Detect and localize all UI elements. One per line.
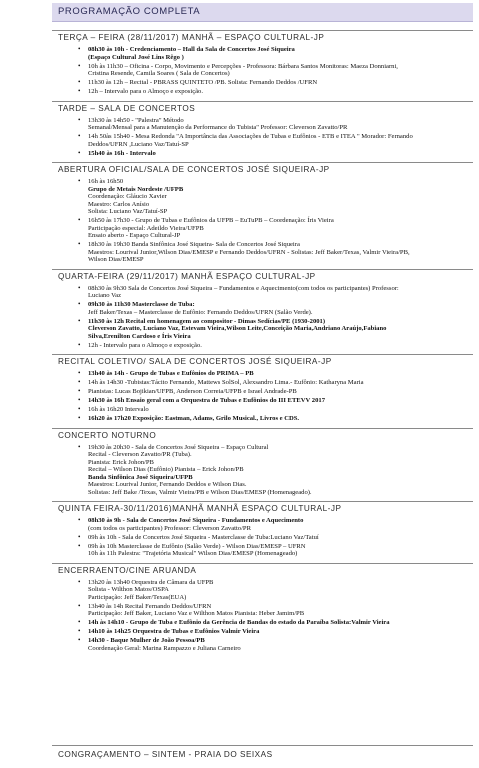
title-bar xyxy=(52,3,473,22)
section-heading: QUARTA-FEIRA (29/11/2017) MANHÃ ESPAÇO CULTURAL-JP xyxy=(52,269,473,283)
section-terca-manha xyxy=(52,30,473,96)
list-item: • 12h – Intervalo para o Almoço e exposição. xyxy=(52,88,473,96)
section-tarde xyxy=(52,101,473,158)
list-item: • 19h30 às 20h30 - Sala de Concertos José Siqueira – Espaço Cultural Recital - Cleverson Zavatto/PR (Tuba). Pianista: Erick Johon/PB Recital – Wilson Dias (Eufônio) Pianista – Erick Johon/PB Banda Sinfônica José Siqueira/UFPB Maestros: Lourival Junior, Fernando Deddos e Wilson Dias. Solistas: Jeff Bake /Texas, Valmir Vieira/PB e Wilson Dias/EMESP (Homenageado). xyxy=(52,444,473,497)
list-item: • 13h30 às 14h50 - "Palestra" Método Semanal/Mensal para a Manutenção da Performance do Tubista" Professor: Cleverson Zavatto/PR xyxy=(52,117,473,132)
section-heading: QUINTA FEIRA-30/11/2016)MANHÃ MANHÃ ESPAÇO CULTURAL-JP xyxy=(52,501,473,515)
list-item: • 16h às 16h20 Intervalo xyxy=(52,406,473,414)
list-item: • 11h30 às 12h – Recital - PBRASS QUINTETO /PB. Solista: Fernando Deddos /UFRN xyxy=(52,79,473,87)
list-item: • 13h40 às 14h - Grupo de Tubas e Eufônios do PRIMA – PB xyxy=(52,370,473,378)
list-item: • Pianistas: Lucas Bojikian/UFPB, Anderson Correia/UFPB e Israel Andrade-PB xyxy=(52,388,473,396)
section-concerto-noturno xyxy=(52,428,473,497)
section-heading: TARDE – SALA DE CONCERTOS xyxy=(52,101,473,115)
list-item: • 16h às 16h50 Grupo de Metais Nordeste /UFPB Coordenação: Gláucio Xavier Maestro: Carlos Anísio Solista: Luciano Vaz/Tatuí-SP xyxy=(52,178,473,216)
section-heading: TERÇA – FEIRA (28/11/2017) MANHÃ – ESPAÇO CULTURAL-JP xyxy=(52,30,473,44)
section-quinta-manha xyxy=(52,501,473,558)
list-item: • 16h50 às 17h30 - Grupo de Tubas e Eufônios da UFPB – EuTuPB – Coordenação: Íris Vieira Participação especial: Adeildo Vieira/UFPB Ensaio aberto - Espaço Cultural-JP xyxy=(52,217,473,240)
footer-heading: CONGRAÇAMENTO – SINTEM - PRAIA DO SEIXAS xyxy=(52,745,473,759)
list-item: • 14h às 14h30 -Tubistas:Tácito Fernando, Mattews SolSol, Alexsandro Lima.- Eufônio: Katharyna Maria xyxy=(52,379,473,387)
list-item: • 11h30 às 12h Recital em homenagem ao compositor - Dimas Sedícias/PE (1930-2001) Cleverson Zavatto, Luciano Vaz, Estevam Vieira,Wilson Leite,Conceição Maria,Andriano Araújo,Fabiano Silva,Erenilton Cardoso e Íris Vieira xyxy=(52,318,473,341)
list-item: • 14h30 às 16h Ensaio geral com a Orquestra de Tubas e Eufônios do III ETEVV 2017 xyxy=(52,397,473,405)
list-item: • 08h30 às 9h30 Sala de Concertos José Siqueira – Fundamentos e Aquecimento(com todos os participantes) Professor: Luciano Vaz xyxy=(52,285,473,300)
section-heading: ABERTURA OFICIAL/SALA DE CONCERTOS JOSÉ SIQUEIRA-JP xyxy=(52,162,473,176)
page-title: PROGRAMAÇÃO COMPLETA xyxy=(58,6,201,17)
section-heading: CONCERTO NOTURNO xyxy=(52,428,473,442)
section-heading: RECITAL COLETIVO/ SALA DE CONCERTOS JOSÉ SIQUEIRA-JP xyxy=(52,354,473,368)
list-item: • 12h - Intervalo para o Almoço e exposição. xyxy=(52,342,473,350)
list-item: • 10h às 11h30 – Oficina - Corpo, Movimento e Percepções - Professora: Bárbara Santos Monitoras: Maeza Donniarni, Cristina Resende, Camila Soares ( Sala de Concertos) xyxy=(52,63,473,78)
list-item: • 15h40 às 16h - Intervalo xyxy=(52,150,473,158)
section-recital-coletivo xyxy=(52,354,473,423)
list-item: • 08h30 às 9h - Sala de Concertos José Siqueira - Fundamentos e Aquecimento (com todos os participantes) Professor: Cleverson Zavatto/PR xyxy=(52,517,473,532)
list-item: • 14h10 às 14h25 Orquestra de Tubas e Eufônios Valmir Vieira xyxy=(52,628,473,636)
list-item: • 09h30 às 11h30 Masterclasse de Tuba: Jeff Baker/Texas – Masterclasse de Eufônio: Fernando Deddos/UFRN (Salão Verde). xyxy=(52,301,473,316)
list-item: • 14h30 - Baque Mulher de João Pessoa/PB Coordenação Geral: Marina Rampazzo e Juliana Carneiro xyxy=(52,637,473,652)
list-item: • 13h40 às 14h Recital Fernando Deddos/UFRN Participação: Jeff Baker, Luciano Vaz e Wilthon Matos Pianista: Heber Jamim/PB xyxy=(52,603,473,618)
list-item: • 08h30 às 10h - Credenciamento – Hall da Sala de Concertos José Siqueira (Espaço Cultural José Lins Rêgo ) xyxy=(52,46,473,61)
list-item: • 14h 50às 15h40 - Mesa Redonda "A Importância das Associações de Tubas e Eufônios - ETB e ITEA " Morador: Fernando Deddos/UFRN ,Luciano Vaz/Tatuí-SP xyxy=(52,133,473,148)
list-item: • 14h às 14h10 - Grupo de Tuba e Eufônio da Gerência de Bandas do estado da Paraíba Solista:Valmir Vieira xyxy=(52,619,473,627)
section-abertura xyxy=(52,162,473,264)
section-encerramento xyxy=(52,563,473,653)
list-item: • 16h20 às 17h20 Exposição: Eastman, Adams, Grilo Musical., Livros e CDS. xyxy=(52,415,473,423)
section-quarta-manha xyxy=(52,269,473,350)
schedule-content xyxy=(52,30,473,657)
list-item: • 13h20 às 13h40 Orquestra de Câmara da UFPB Solista - Wilthon Matos/OSPA Participação: Jeff Baker/Texas(EUA) xyxy=(52,579,473,602)
list-item: • 09h às 10h - Sala de Concertos José Siqueira - Masterclasse de Tuba:Luciano Vaz/Tatuí xyxy=(52,534,473,542)
list-item: • 09h às 10h Masterclasse de Eufônio (Salão Verde) - Wilson Dias/EMESP – UFRN 10h às 11h Palestra: "Trajetória Musical" Wilson Dias/EMESP (Homenageado) xyxy=(52,543,473,558)
list-item: • 18h30 às 19h30 Banda Sinfônica José Siqueira- Sala de Concertos José Siqueira Maestros: Lourival Junior,Wilson Dias/EMESP e Fernando Deddos/UFRN - Solistas: Jeff Baker/Texas, Valmir Vieira/PB, Wilson Dias/EMESP xyxy=(52,241,473,264)
section-heading: ENCERRAENTO/CINE ARUANDA xyxy=(52,563,473,577)
